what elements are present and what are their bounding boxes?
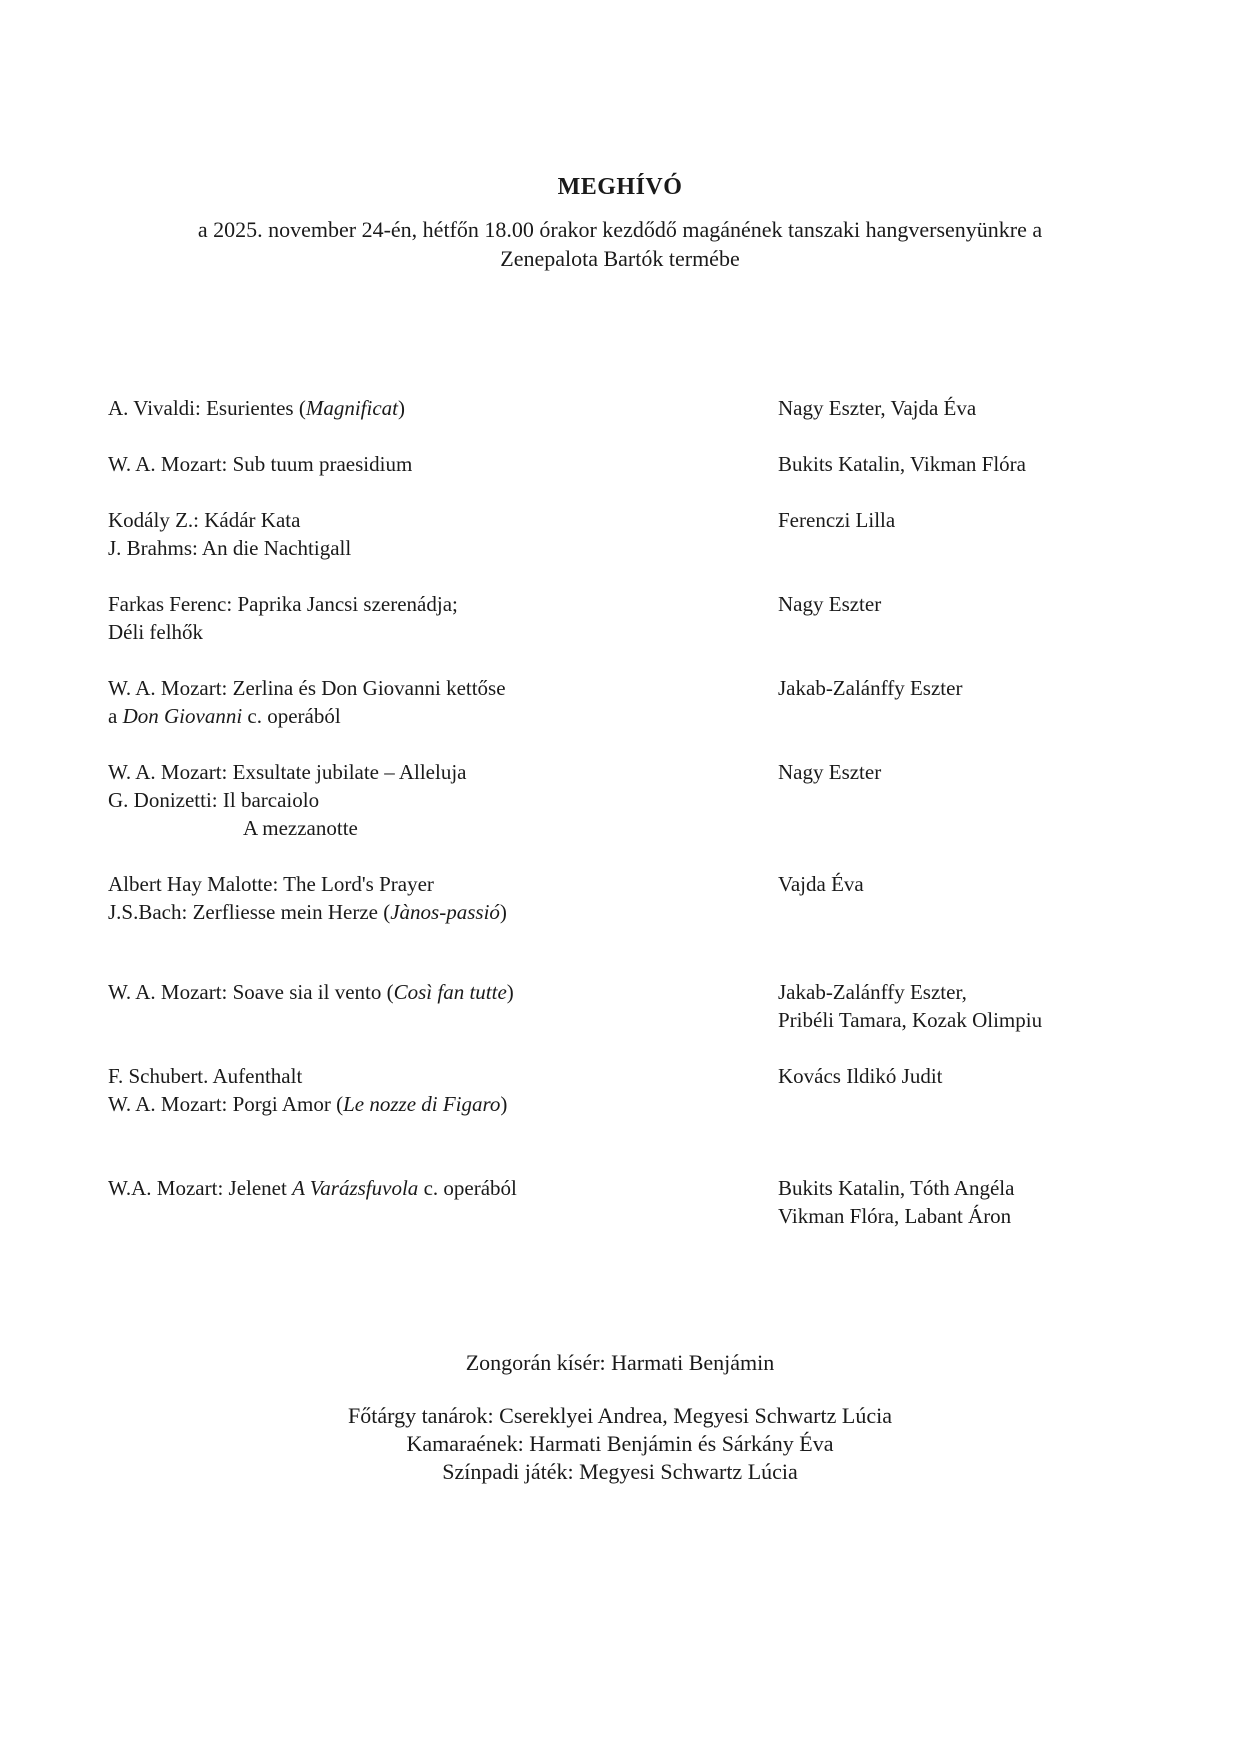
program-row	[108, 978, 1180, 1034]
performer-names: Pribéli Tamara, Kozak Olimpiu	[778, 1008, 1043, 1032]
work-title-italic: Magnificat	[305, 396, 398, 420]
piece-line	[108, 786, 778, 814]
program-row	[108, 450, 1180, 478]
performer-column	[778, 1174, 1180, 1230]
piece-text: )	[499, 900, 507, 924]
piece-line	[108, 394, 778, 422]
accompanist-credit: Zongorán kísér: Harmati Benjámin	[465, 1350, 775, 1375]
program-row	[108, 870, 1180, 926]
piece-column	[108, 758, 778, 842]
credit-line-stage-play: Színpadi játék: Megyesi Schwartz Lúcia	[442, 1459, 798, 1484]
piece-column	[108, 1174, 778, 1202]
piece-text: W.A. Mozart: Jelenet	[108, 1176, 293, 1200]
piece-text: W. A. Mozart: Soave sia il vento (	[108, 980, 394, 1004]
performer-names: Jakab-Zalánffy Eszter,	[778, 980, 967, 1004]
piece-text: A mezzanotte	[243, 816, 358, 840]
piece-line	[108, 590, 778, 618]
performer-column	[778, 674, 1180, 702]
piece-line	[108, 674, 778, 702]
piece-line	[108, 618, 778, 646]
program-list	[108, 394, 1180, 1230]
piece-line	[108, 870, 778, 898]
credit-line-main-teachers: Főtárgy tanárok: Csereklyei Andrea, Megyesi Schwartz Lúcia	[348, 1403, 892, 1428]
event-subtitle-line-1: a 2025. november 24-én, hétfőn 18.00 órakor kezdődő magánének tanszaki hangversenyünkre a	[197, 217, 1043, 242]
piece-text: J.S.Bach: Zerfliesse mein Herze (	[108, 900, 391, 924]
performer-column	[778, 1062, 1180, 1090]
performer-names: Nagy Eszter	[778, 592, 882, 616]
piece-column	[108, 450, 778, 478]
piece-text: c. operából	[242, 704, 341, 728]
piece-text: W. A. Mozart: Exsultate jubilate – Alleluja	[108, 760, 467, 784]
performer-column	[778, 450, 1180, 478]
piece-line	[108, 506, 778, 534]
piece-line	[108, 702, 778, 730]
piece-column	[108, 1062, 778, 1118]
performer-column	[778, 758, 1180, 786]
program-row	[108, 1174, 1180, 1230]
piece-column	[108, 506, 778, 562]
piece-text: Albert Hay Malotte: The Lord's Prayer	[108, 872, 434, 896]
piece-text: c. operából	[418, 1176, 517, 1200]
piece-text: Kodály Z.: Kádár Kata	[108, 508, 301, 532]
page-title: MEGHÍVÓ	[557, 174, 683, 200]
piece-line	[108, 1090, 778, 1118]
piece-text: G. Donizetti: Il barcaiolo	[108, 788, 320, 812]
piece-line	[108, 814, 778, 842]
work-title-italic: Così fan tutte	[393, 980, 507, 1004]
performer-column	[778, 870, 1180, 898]
performer-column	[778, 978, 1180, 1034]
piece-line	[108, 1174, 778, 1202]
piece-text: )	[500, 1092, 508, 1116]
piece-column	[108, 674, 778, 730]
piece-column	[108, 590, 778, 646]
performer-names: Bukits Katalin, Vikman Flóra	[778, 452, 1027, 476]
work-title-italic: Le nozze di Figaro	[343, 1092, 501, 1116]
performer-names: Kovács Ildikó Judit	[778, 1064, 943, 1088]
performer-names: Jakab-Zalánffy Eszter	[778, 676, 963, 700]
piece-line	[108, 534, 778, 562]
performer-names: Vajda Éva	[778, 872, 864, 896]
piece-text: W. A. Mozart: Porgi Amor (	[108, 1092, 344, 1116]
piece-text: W. A. Mozart: Zerlina és Don Giovanni kettőse	[108, 676, 506, 700]
piece-column	[108, 394, 778, 422]
performer-column	[778, 506, 1180, 534]
piece-text: )	[397, 396, 405, 420]
program-row	[108, 506, 1180, 562]
event-subtitle-line-2: Zenepalota Bartók termébe	[500, 246, 740, 271]
performer-names: Vikman Flóra, Labant Áron	[778, 1204, 1012, 1228]
program-row	[108, 674, 1180, 730]
piece-line	[108, 898, 778, 926]
credit-line-chamber-choir: Kamaraének: Harmati Benjámin és Sárkány Éva	[406, 1431, 834, 1456]
program-row	[108, 590, 1180, 646]
piece-line	[108, 978, 778, 1006]
performer-column	[778, 590, 1180, 618]
piece-text: Déli felhők	[108, 620, 204, 644]
piece-text: W. A. Mozart: Sub tuum praesidium	[108, 452, 413, 476]
piece-line	[108, 1062, 778, 1090]
piece-text: )	[506, 980, 514, 1004]
work-title-italic: Don Giovanni	[122, 704, 243, 728]
piece-text: A. Vivaldi: Esurientes (	[108, 396, 306, 420]
program-row	[108, 394, 1180, 422]
event-subtitle	[115, 215, 1125, 273]
piece-column	[108, 978, 778, 1006]
performer-names: Nagy Eszter	[778, 760, 882, 784]
performer-names: Bukits Katalin, Tóth Angéla	[778, 1176, 1015, 1200]
piece-column	[108, 870, 778, 926]
performer-column	[778, 394, 1180, 422]
piece-text: F. Schubert. Aufenthalt	[108, 1064, 303, 1088]
piece-line	[108, 450, 778, 478]
piece-text: J. Brahms: An die Nachtigall	[108, 536, 352, 560]
performer-names: Nagy Eszter, Vajda Éva	[778, 396, 977, 420]
performer-names: Ferenczi Lilla	[778, 508, 896, 532]
work-title-italic: A Varázsfuvola	[292, 1176, 419, 1200]
credits-block	[0, 1402, 1240, 1486]
program-row	[108, 758, 1180, 842]
piece-text: Farkas Ferenc: Paprika Jancsi szerenádja;	[108, 592, 458, 616]
piece-text: a	[108, 704, 123, 728]
work-title-italic: Jànos-passió	[390, 900, 500, 924]
document-header	[0, 172, 1240, 273]
program-row	[108, 1062, 1180, 1118]
piece-line	[108, 758, 778, 786]
